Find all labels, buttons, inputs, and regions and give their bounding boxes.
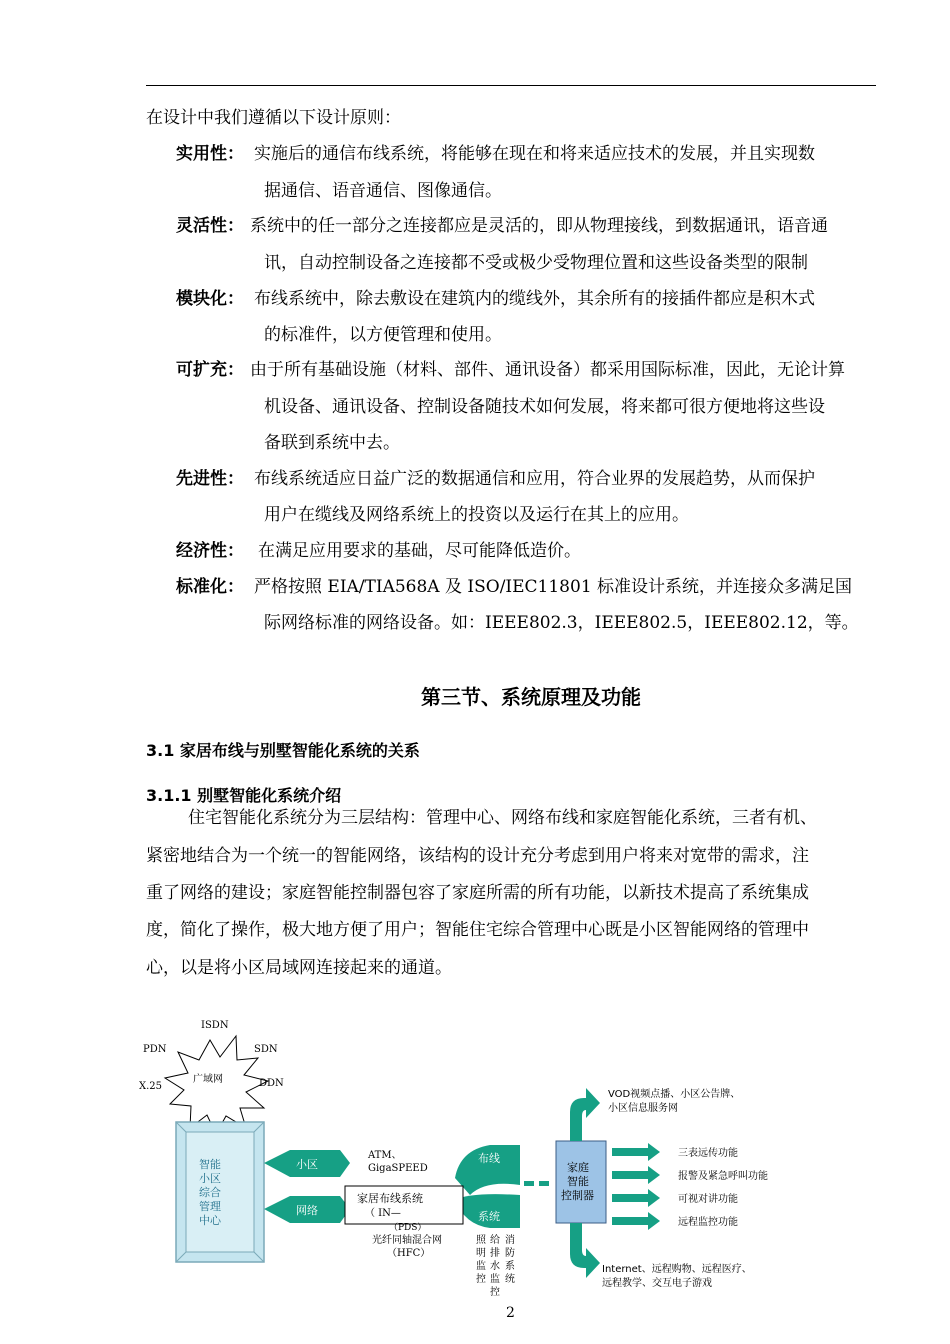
- arrow-label: 小区: [296, 1158, 318, 1171]
- controller-label: 控制器: [561, 1189, 594, 1202]
- body-text: 住宅智能化系统分为三层结构：管理中心、网络布线和家庭智能化系统，三者有机、: [188, 808, 817, 828]
- center-label: 综合: [199, 1186, 221, 1199]
- center-label: 小区: [199, 1172, 221, 1185]
- body-text: 心，以是将小区局域网连接起来的通道。: [146, 958, 452, 978]
- function-arrow: [612, 1189, 660, 1207]
- function-label: 远程监控功能: [678, 1217, 738, 1228]
- hfc-label: （HFC）: [387, 1248, 431, 1259]
- column-char: 控: [490, 1287, 500, 1298]
- principle-term: 实用性：: [176, 144, 244, 164]
- principle-text: 的标准件，以方便管理和使用。: [264, 325, 502, 345]
- vod-label: VOD视频点播、小区公告牌、: [608, 1089, 741, 1100]
- function-label: 报警及紧急呼叫功能: [678, 1171, 768, 1182]
- controller-label: 家庭: [567, 1161, 589, 1174]
- column-char: 防: [505, 1248, 515, 1259]
- principle-term: 经济性：: [176, 541, 244, 561]
- column-char: 监: [476, 1261, 486, 1272]
- function-arrow: [612, 1166, 660, 1184]
- page-number: 2: [506, 1305, 515, 1321]
- center-label: 中心: [199, 1214, 221, 1227]
- principle-text: 布线系统中，除去敷设在建筑内的缆线外，其余所有的接插件都应是积木式: [254, 289, 815, 309]
- wiring-box-label: （PDS）: [389, 1223, 427, 1233]
- wan-label: SDN: [254, 1044, 278, 1055]
- wiring-label: 布线: [478, 1152, 500, 1165]
- column-char: 控: [476, 1274, 486, 1285]
- wan-label: ISDN: [201, 1020, 229, 1031]
- intro-text: 在设计中我们遵循以下设计原则：: [146, 108, 401, 128]
- principle-text: 讯，自动控制设备之连接都不受或极少受物理位置和这些设备类型的限制: [264, 253, 808, 273]
- column-char: 给: [490, 1235, 500, 1246]
- body-text: 紧密地结合为一个统一的智能网络，该结构的设计充分考虑到用户将来对宽带的需求，注: [146, 846, 809, 866]
- column-char: 排: [490, 1248, 500, 1259]
- column-char: 系: [505, 1261, 515, 1272]
- center-label: 管理: [199, 1200, 221, 1213]
- principle-text: 用户在缆线及网络系统上的投资以及运行在其上的应用。: [264, 505, 689, 525]
- function-arrow: [612, 1212, 660, 1230]
- vod-label: 小区信息服务网: [608, 1103, 678, 1114]
- column-char: 统: [505, 1274, 515, 1285]
- principle-text: 布线系统适应日益广泛的数据通信和应用，符合业界的发展趋势，从而保护: [254, 469, 815, 489]
- principle-term: 模块化：: [176, 289, 244, 309]
- function-label: 可视对讲功能: [678, 1194, 738, 1205]
- column-char: 照: [476, 1235, 486, 1246]
- wiring-box-label: 家居布线系统: [357, 1192, 423, 1205]
- body-text: 重了网络的建设；家庭智能控制器包容了家庭所需的所有功能，以新技术提高了系统集成: [146, 883, 809, 903]
- principle-text: 系统中的任一部分之连接都应是灵活的，即从物理接线，到数据通讯，语音通: [250, 216, 828, 236]
- principle-text: 备联到系统中去。: [264, 433, 400, 453]
- section-title: 第三节、系统原理及功能: [421, 685, 641, 709]
- principle-text: 实施后的通信布线系统，将能够在现在和将来适应技术的发展，并且实现数: [254, 144, 815, 164]
- principle-text: 据通信、语音通信、图像通信。: [264, 181, 502, 201]
- center-label: 智能: [199, 1158, 221, 1171]
- internet-label: 远程教学、交互电子游戏: [602, 1278, 712, 1289]
- wiring-label: 系统: [478, 1210, 500, 1223]
- wan-starburst: [165, 1036, 268, 1134]
- function-label: 三表远传功能: [678, 1148, 738, 1159]
- wan-center-label: 广域网: [193, 1074, 223, 1085]
- principle-text: 机设备、通讯设备、控制设备随技术如何发展，将来都可很方便地将这些设: [264, 397, 825, 417]
- arrow-label: 网络: [296, 1204, 318, 1217]
- principle-term: 标准化：: [176, 577, 244, 597]
- down-arrow: [570, 1223, 600, 1278]
- controller-label: 智能: [567, 1175, 589, 1188]
- management-center-box: [176, 1122, 264, 1262]
- function-arrow: [612, 1143, 660, 1161]
- sub-sub-heading: 3.1.1 别墅智能化系统介绍: [146, 786, 342, 805]
- wan-label: PDN: [143, 1044, 167, 1055]
- body-text: 度，简化了操作，极大地方便了用户；智能住宅综合管理中心既是小区智能网络的管理中: [146, 920, 809, 940]
- principle-text: 在满足应用要求的基础，尽可能降低造价。: [258, 541, 581, 561]
- principle-text: 际网络标准的网络设备。如：IEEE802.3，IEEE802.5，IEEE802.12，等。: [264, 613, 859, 633]
- principle-text: 由于所有基础设施（材料、部件、通讯设备）都采用国际标准，因此，无论计算: [250, 360, 845, 380]
- principle-term: 可扩充：: [176, 360, 244, 380]
- internet-label: Internet、远程购物、远程医疗、: [602, 1264, 752, 1275]
- principle-text: 严格按照 EIA/TIA568A 及 ISO/IEC11801 标准设计系统，并连接众多满足国: [254, 577, 853, 597]
- atm-label: GigaSPEED: [368, 1163, 428, 1174]
- column-char: 监: [490, 1274, 500, 1285]
- sub-heading: 3.1 家居布线与别墅智能化系统的关系: [146, 741, 420, 760]
- principle-term: 灵活性：: [176, 216, 244, 236]
- wan-label: X.25: [139, 1081, 163, 1092]
- column-char: 消: [505, 1235, 515, 1246]
- wan-label: DDN: [259, 1078, 284, 1089]
- up-arrow: [570, 1088, 600, 1141]
- atm-label: ATM、: [368, 1150, 402, 1161]
- wiring-box-label: （ IN—: [365, 1208, 401, 1219]
- principle-term: 先进性：: [176, 469, 244, 489]
- column-char: 明: [476, 1248, 486, 1259]
- column-char: 水: [490, 1261, 500, 1272]
- hfc-label: 光纤同轴混合网: [372, 1235, 442, 1246]
